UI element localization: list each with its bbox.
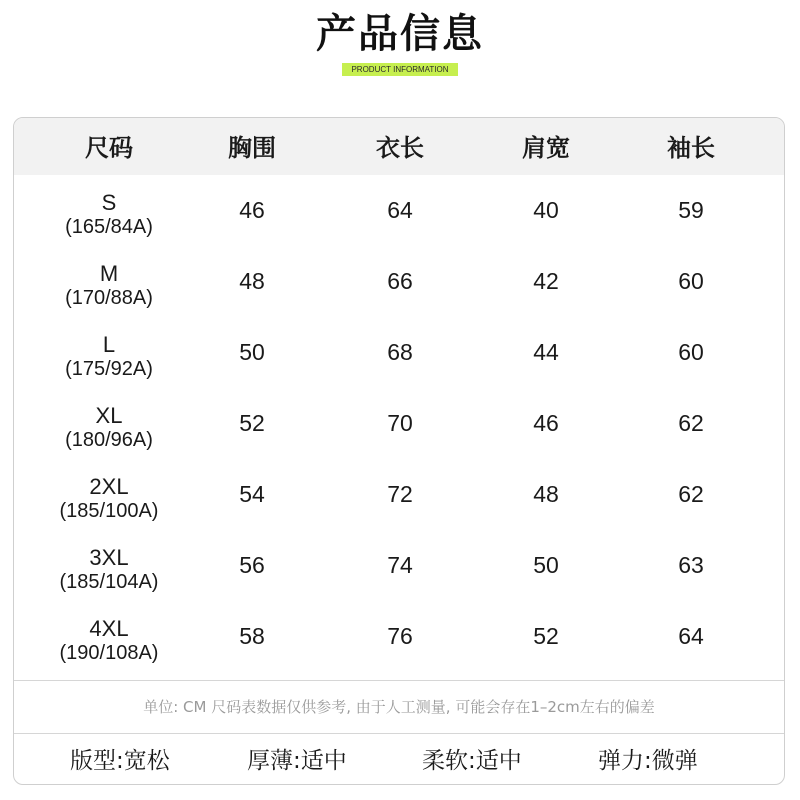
size-spec: (175/92A): [65, 358, 153, 380]
size-spec: (165/84A): [65, 216, 153, 238]
table-cell: [616, 317, 766, 388]
table-row: [14, 317, 784, 388]
table-cell: [476, 459, 616, 530]
measurement-note: 单位: CM 尺码表数据仅供参考, 由于人工测量, 可能会存在1–2cm左右的偏差: [143, 698, 655, 716]
table-cell: [476, 246, 616, 317]
chest-value: 54: [239, 481, 265, 507]
table-cell: [616, 530, 766, 601]
table-cell: [324, 388, 476, 459]
length-value: 66: [387, 268, 413, 294]
size-label: M: [99, 261, 119, 286]
table-cell: [324, 601, 476, 672]
sleeve-value: 62: [678, 410, 704, 436]
size-cell: [38, 317, 180, 388]
attribute-elasticity: [598, 734, 698, 784]
size-spec: (190/108A): [59, 642, 159, 664]
table-cell: [616, 601, 766, 672]
table-cell: [476, 317, 616, 388]
size-label: 3XL: [89, 545, 129, 570]
sleeve-value: 59: [678, 197, 704, 223]
column-header-sleeve: 袖长: [667, 134, 715, 162]
page-title: 产品信息: [316, 11, 484, 57]
page-header: [0, 0, 800, 100]
table-cell: [616, 246, 766, 317]
attribute-label: 柔软:: [422, 748, 476, 774]
size-chart-card: [13, 117, 785, 785]
shoulder-value: 44: [533, 339, 559, 365]
size-cell: [38, 246, 180, 317]
table-row: [14, 388, 784, 459]
size-spec: (185/100A): [59, 500, 159, 522]
table-row: [14, 246, 784, 317]
size-label: L: [102, 332, 116, 357]
sleeve-value: 63: [678, 552, 704, 578]
chest-value: 58: [239, 623, 265, 649]
attribute-label: 版型:: [70, 748, 124, 774]
shoulder-value: 48: [533, 481, 559, 507]
column-header-length: 衣长: [376, 134, 424, 162]
size-label: XL: [95, 403, 123, 428]
attribute-value: 适中: [300, 748, 347, 774]
table-cell: [324, 530, 476, 601]
sleeve-value: 60: [678, 268, 704, 294]
shoulder-value: 50: [533, 552, 559, 578]
chest-value: 48: [239, 268, 265, 294]
table-cell: [180, 388, 324, 459]
shoulder-value: 52: [533, 623, 559, 649]
table-cell: [476, 388, 616, 459]
size-cell: [38, 601, 180, 672]
subtitle-badge: PRODUCT INFORMATION: [342, 63, 458, 76]
attribute-label: 厚薄:: [247, 748, 301, 774]
shoulder-value: 40: [533, 197, 559, 223]
table-cell: [180, 530, 324, 601]
column-header-size: 尺码: [85, 134, 133, 162]
table-row: [14, 530, 784, 601]
table-cell: [616, 388, 766, 459]
attribute-thickness: [247, 734, 347, 784]
table-cell: [180, 175, 324, 246]
attribute-value: 适中: [475, 748, 522, 774]
attribute-fit: [70, 734, 170, 784]
table-row: [14, 175, 784, 246]
length-value: 74: [387, 552, 413, 578]
length-value: 68: [387, 339, 413, 365]
size-cell: [38, 175, 180, 246]
column-header-chest: 胸围: [228, 134, 276, 162]
table-cell: [476, 530, 616, 601]
table-cell: [180, 246, 324, 317]
size-spec: (180/96A): [65, 429, 153, 451]
table-cell: [324, 175, 476, 246]
length-value: 72: [387, 481, 413, 507]
size-cell: [38, 459, 180, 530]
table-cell: [324, 459, 476, 530]
table-cell: [616, 459, 766, 530]
table-cell: [476, 601, 616, 672]
product-attributes: [14, 734, 784, 784]
chest-value: 56: [239, 552, 265, 578]
attribute-value: 宽松: [123, 748, 170, 774]
table-row: [14, 601, 784, 672]
length-value: 70: [387, 410, 413, 436]
table-cell: [180, 459, 324, 530]
length-value: 64: [387, 197, 413, 223]
size-label: 4XL: [89, 616, 129, 641]
size-cell: [38, 388, 180, 459]
size-spec: (170/88A): [65, 287, 153, 309]
table-cell: [324, 317, 476, 388]
chest-value: 50: [239, 339, 265, 365]
column-header-shoulder: 肩宽: [522, 134, 570, 162]
sleeve-value: 64: [678, 623, 704, 649]
table-row: [14, 459, 784, 530]
length-value: 76: [387, 623, 413, 649]
attribute-softness: [422, 734, 522, 784]
table-cell: [616, 175, 766, 246]
chest-value: 52: [239, 410, 265, 436]
table-cell: [180, 601, 324, 672]
size-label: 2XL: [89, 474, 129, 499]
sleeve-value: 62: [678, 481, 704, 507]
shoulder-value: 46: [533, 410, 559, 436]
size-spec: (185/104A): [59, 571, 159, 593]
attribute-value: 微弹: [651, 748, 698, 774]
size-cell: [38, 530, 180, 601]
chest-value: 46: [239, 197, 265, 223]
table-cell: [324, 246, 476, 317]
table-cell: [180, 317, 324, 388]
shoulder-value: 42: [533, 268, 559, 294]
size-label: S: [101, 190, 117, 215]
table-cell: [476, 175, 616, 246]
table-header: [14, 118, 784, 175]
attribute-label: 弹力:: [598, 748, 652, 774]
sleeve-value: 60: [678, 339, 704, 365]
